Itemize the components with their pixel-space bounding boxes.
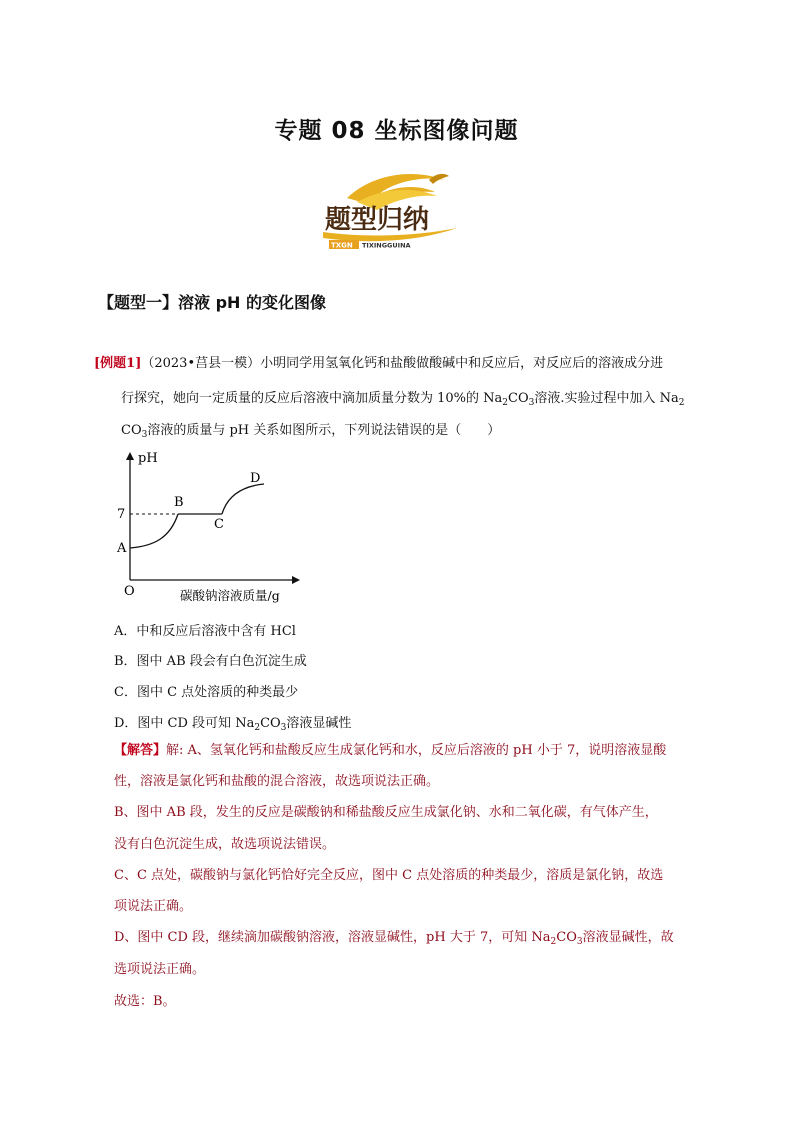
- example-line-1: [94, 354, 663, 374]
- option-d-text-c: 溶液显碱性: [286, 716, 352, 731]
- ph-graph-svg: [110, 448, 310, 608]
- option-d: [114, 712, 351, 731]
- subscript: 3: [528, 398, 535, 408]
- y-tick-7: 7: [117, 507, 126, 522]
- example-text-2c: 溶液.实验过程中加入 Na: [534, 391, 679, 406]
- logo: [317, 166, 467, 256]
- example-text-1: 小明同学用氢氧化钙和盐酸做酸碱中和反应后，对反应后的溶液成分进: [260, 356, 664, 371]
- example-line-2: [121, 389, 685, 409]
- x-axis-arrow-icon: [292, 576, 300, 584]
- answer-line-8: 选项说法正确。: [114, 962, 206, 977]
- option-b: B．图中 AB 段会有白色沉淀生成: [114, 654, 307, 669]
- answer-text-7c: 溶液显碱性，故: [582, 930, 674, 945]
- answer-line-7: [114, 928, 674, 948]
- answer-line-3: B、图中 AB 段，发生的反应是碳酸钠和稀盐酸反应生成氯化钠、水和二氧化碳，有气体产生，: [114, 805, 658, 820]
- y-axis-arrow-icon: [126, 452, 134, 460]
- subscript: 2: [678, 398, 685, 408]
- option-d-text-a: D．图中 CD 段可知 Na: [114, 716, 255, 731]
- bird-logo-icon: [317, 166, 467, 256]
- curve-ab: [130, 514, 178, 548]
- point-c-label: C: [214, 517, 224, 532]
- answer-text-7b: CO: [556, 930, 577, 945]
- answer-line-5: C、C 点处，碳酸钠与氯化钙恰好完全反应，图中 C 点处溶质的种类最少，溶质是氯化钠，故选: [114, 868, 664, 883]
- subscript: 3: [280, 723, 287, 733]
- subscript: 3: [576, 937, 583, 947]
- logo-badge: TXGN: [331, 241, 353, 250]
- answer-line-1: [114, 741, 666, 761]
- example-text-3a: CO: [121, 423, 142, 438]
- logo-sub-text: TIXINGGUINA: [362, 241, 411, 250]
- example-text-2b: CO: [508, 391, 529, 406]
- example-source: （2023•莒县一模）: [141, 356, 261, 371]
- answer-text-1: 解: A、氢氧化钙和盐酸反应生成氯化钙和水，反应后溶液的 pH 小于 7，说明溶液显酸: [166, 743, 667, 758]
- option-c: C．图中 C 点处溶质的种类最少: [114, 685, 299, 700]
- x-axis-label: 碳酸钠溶液质量/g: [180, 588, 280, 603]
- answer-tag: 【解答】: [114, 743, 167, 758]
- example-text-2a: 行探究，她向一定质量的反应后溶液中滴加质量分数为 10%的 Na: [121, 391, 503, 406]
- answer-line-9: 故选：B。: [114, 994, 176, 1009]
- answer-line-2: 性，溶液是氯化钙和盐酸的混合溶液，故选项说法正确。: [114, 774, 440, 789]
- option-d-text-b: CO: [260, 716, 281, 731]
- subscript: 2: [254, 723, 261, 733]
- answer-line-4: 没有白色沉淀生成，故选项说法错误。: [114, 837, 336, 852]
- section-heading: 【题型一】溶液 pH 的变化图像: [98, 293, 326, 312]
- answer-line-6: 项说法正确。: [114, 899, 193, 914]
- example-line-3: [121, 421, 500, 441]
- example-tag: [例题1]: [94, 356, 142, 371]
- example-text-3b: 溶液的质量与 pH 关系如图所示，下列说法错误的是（ ）: [147, 423, 501, 438]
- ph-graph: [110, 448, 310, 608]
- subscript: 2: [502, 398, 509, 408]
- y-axis-label: pH: [138, 451, 158, 466]
- origin-label: O: [124, 584, 135, 599]
- option-a: A．中和反应后溶液中含有 HCl: [114, 624, 296, 639]
- logo-main-text: 题型归纳: [325, 205, 430, 235]
- curve-cd: [222, 484, 264, 514]
- point-b-label: B: [174, 495, 184, 510]
- point-a-label: A: [117, 541, 127, 556]
- answer-text-7a: D、图中 CD 段，继续滴加碳酸钠溶液，溶液显碱性，pH 大于 7，可知 Na: [114, 930, 551, 945]
- subscript: 3: [141, 430, 148, 440]
- page-title: 专题 08 坐标图像问题: [274, 118, 519, 144]
- point-d-label: D: [250, 471, 261, 486]
- subscript: 2: [550, 937, 557, 947]
